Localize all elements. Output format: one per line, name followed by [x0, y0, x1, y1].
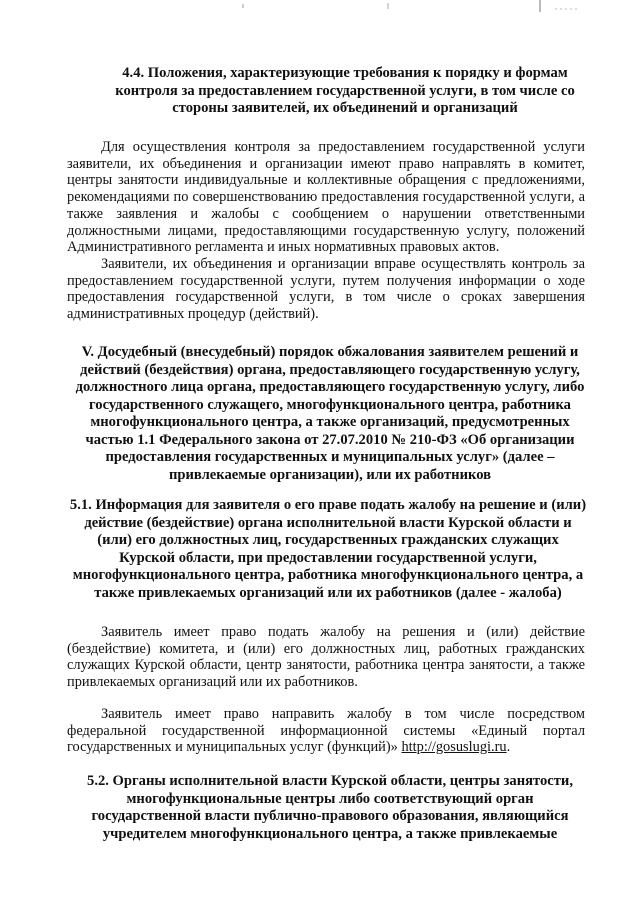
- section-5-heading: V. Досудебный (внесудебный) порядок обжалования заявителем решений и действий (бездействия) органа, предоставляющего государственную услугу, должностного лица органа, предоставляющего государственную услугу, либо государственного служащего, многофункционального центра, работника многофункционального центра, а также организаций, предусмотренных частью 1.1 Федерального закона от 27.07.2010 № 210-ФЗ «Об организации предоставления государственных и муниципальных услуг» (далее – привлекаемые организации), или их работников: [75, 344, 585, 483]
- section-4-4-paragraph-2: Заявители, их объединения и организации вправе осуществлять контроль за предоставлением государственной услуги, путем получения информации о ходе предоставления государственной услуги, в том числе о сроках завершения административных процедур (действий).: [67, 256, 585, 323]
- section-5-1-paragraph-2: [67, 706, 585, 756]
- section-5-1-heading: 5.1. Информация для заявителя о его праве подать жалобу на решение и (или) действие (бездействие) органа исполнительной власти Курской области и (или) его должностных лиц, государственных гражданских служащих Курской области, при предоставлении государственной услуги, многофункционального центра, работника многофункционального центра, а также привлекаемых организаций или их работников (далее - жалоба): [69, 497, 587, 601]
- section-4-4-paragraph-1: Для осуществления контроля за предоставлением государственной услуги заявители, их объединения и организации имеют право направлять в комитет, центры занятости индивидуальные и коллективные обращения с предложениями, рекомендациями по совершенствованию предоставления государственной услуги, а также заявления и жалобы с сообщением о нарушении ответственными должностными лицами, предоставляющими государственную услугу, положений Административного регламента и иных нормативных правовых актов.: [67, 139, 585, 256]
- gosuslugi-link[interactable]: http://gosuslugi.ru: [401, 739, 507, 756]
- section-5-2-heading: 5.2. Органы исполнительной власти Курской области, центры занятости, многофункциональные центры либо соответствующий орган государственной власти публично-правового образования, являющийся учредителем многофункционального центра, а также привлекаемые: [87, 773, 573, 842]
- section-5-1-paragraph-2-end: .: [506, 739, 511, 756]
- section-5-1-paragraph-2-text: Заявитель имеет право направить жалобу в том числе посредством федеральной государственной информационной системы «Единый портал государственных и муниципальных услуг (функций)»: [67, 706, 585, 756]
- section-5-1-paragraph-1: Заявитель имеет право подать жалобу на решения и (или) действие (бездействие) комитета, и (или) его должностных лиц, работных гражданских служащих Курской области, центр занятости, работника центра занятости, а также привлекаемых организаций или их работников.: [67, 624, 585, 691]
- scan-edge-marks: [0, 0, 640, 14]
- section-4-4-heading: 4.4. Положения, характеризующие требования к порядку и формам контроля за предоставлением государственной услуги, в том числе со стороны заявителей, их объединений и организаций: [115, 65, 575, 116]
